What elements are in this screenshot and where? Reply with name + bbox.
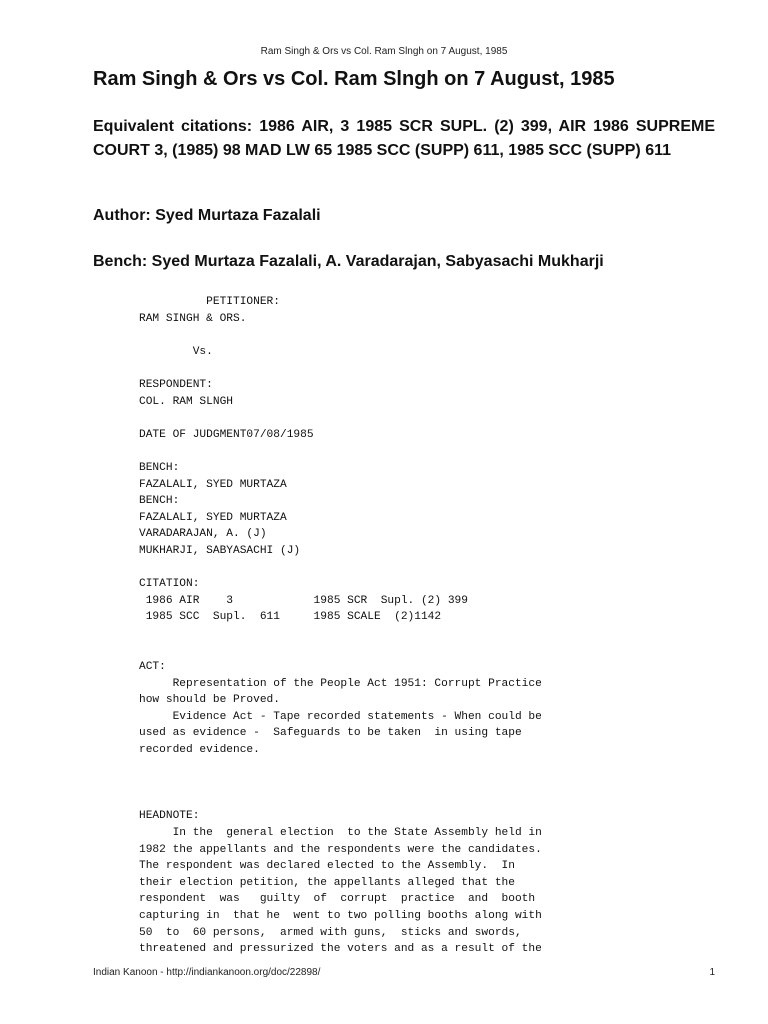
document-title: Ram Singh & Ors vs Col. Ram Slngh on 7 August, 1985 [93,68,615,90]
footer-source: Indian Kanoon - http://indiankanoon.org/doc/22898/ [93,967,321,978]
page-number: 1 [709,967,715,978]
equivalent-citations: Equivalent citations: 1986 AIR, 3 1985 SCR SUPL. (2) 399, AIR 1986 SUPREME COURT 3, (1985) 98 MAD LW 65 1985 SCC (SUPP) 611, 1985 SCC (SUPP) 611 [93,118,715,159]
bench-line: Bench: Syed Murtaza Fazalali, A. Varadarajan, Sabyasachi Mukharji [93,253,604,270]
running-header: Ram Singh & Ors vs Col. Ram Slngh on 7 August, 1985 [260,46,508,57]
author-line: Author: Syed Murtaza Fazalali [93,207,321,224]
judgment-body-text: PETITIONER: RAM SINGH & ORS. Vs. RESPONDENT: COL. RAM SLNGH DATE OF JUDGMENT07/08/1985 BENCH: FAZALALI, SYED MURTAZA BENCH: FAZALALI, SYED MURTAZA VARADARAJAN, A. (J) MUKHARJI, SABYASACHI (J) CITATION: 1986 AIR 3 1985 SCR Supl. (2) 399 1985 SCC Supl. 611 1985 SCALE (2)1142 ACT: Representation of the People Act 1951: Corrupt Practice how should be Proved. Evidence Act - Tape recorded statements - When could be used as evidence - Safeguards to be taken in using tape recorded evidence. HEADNOTE: In the general election to the State Assembly held in 1982 the appellants and the respondents were the candidates. The respondent was declared elected to the Assembly. In their election petition, the appellants alleged that the respondent was guilty of corrupt practice and booth capturing in that he went to two polling booths along with 50 to 60 persons, armed with guns, sticks and swords, threatened and pressurized the voters and as a result of the [139,296,542,956]
